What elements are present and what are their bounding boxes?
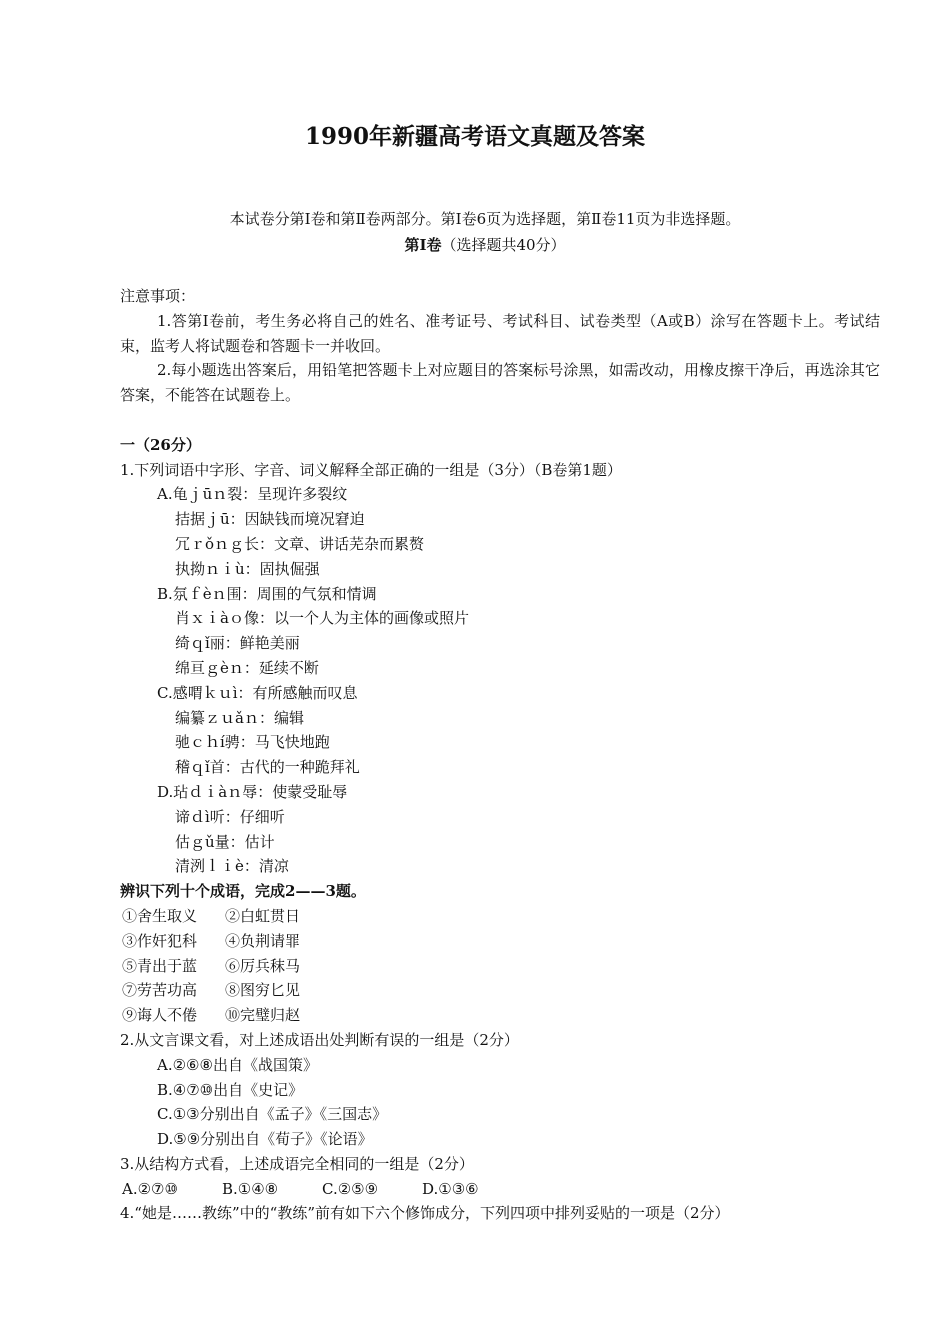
q3-option-a: A.②⑦⑩ — [122, 1179, 178, 1198]
q3-option-b: B.①④⑧ — [222, 1179, 279, 1198]
idiom-row — [120, 929, 880, 954]
q1-option-d-item: 谛ｄì听：仔细听 — [175, 807, 285, 826]
document-title: 1990年新疆高考语文真题及答案 — [304, 123, 645, 150]
idiom-row — [120, 978, 880, 1003]
intro-paragraph: 本试卷分第Ⅰ卷和第Ⅱ卷两部分。第Ⅰ卷6页为选择题，第Ⅱ卷11页为非选择题。 — [229, 210, 741, 228]
q1-option-d-item: 估ｇǔ量：估计 — [175, 832, 275, 851]
idiom: ③作奸犯科 — [122, 931, 198, 950]
idiom: ⑦劳苦功高 — [122, 981, 198, 1000]
q3-options — [120, 1177, 880, 1202]
idiom: ②白虹贯日 — [225, 906, 301, 925]
idiom: ⑤青出于蓝 — [122, 956, 198, 975]
idiom-row — [120, 1003, 880, 1028]
q1-option-c-item: 驰ｃｈí骋：马飞快地跑 — [175, 733, 330, 752]
q2-option-b: B.④⑦⑩出自《史记》 — [157, 1080, 304, 1099]
q2-stem: 2.从文言课文看，对上述成语出处判断有误的一组是（2分） — [120, 1030, 519, 1049]
q1-option-b-item: 肖ｘｉàｏ像：以一个人为主体的画像或照片 — [175, 609, 469, 628]
q1-option-a: A.龟ｊūｎ裂：呈现许多裂纹 — [157, 485, 348, 504]
document-body — [120, 284, 880, 1226]
q1-option-c-item: 稽ｑǐ首：古代的一种跪拜礼 — [175, 758, 360, 777]
q4-stem: 4.“她是……教练”中的“教练”前有如下六个修饰成分，下列四项中排列妥贴的一项是（2分） — [120, 1204, 730, 1223]
note-item-1: 1.答第Ⅰ卷前，考生务必将自己的姓名、准考证号、考试科目、试卷类型（A或B）涂写在答题卡上。考试结束，监考人将试题卷和答题卡一并收回。 — [120, 311, 880, 355]
idiom: ⑨诲人不倦 — [122, 1006, 198, 1025]
idiom: ⑩完璧归赵 — [225, 1006, 301, 1025]
notes-heading: 注意事项： — [120, 287, 196, 305]
q1-option-a-item: 冗ｒǒｎｇ长：文章、讲话芜杂而累赘 — [175, 534, 425, 553]
q3-stem: 3.从结构方式看，上述成语完全相同的一组是（2分） — [120, 1154, 474, 1173]
q1-option-b-item: 绵亘ｇèｎ：延续不断 — [175, 658, 319, 677]
idioms-instruction: 辨识下列十个成语，完成2——3题。 — [120, 882, 366, 901]
idiom-row — [120, 954, 880, 979]
q2-option-d: D.⑤⑨分别出自《荀子》《论语》 — [157, 1130, 373, 1149]
q3-option-c: C.②⑤⑨ — [322, 1179, 379, 1198]
q1-option-a-item: 执拗ｎｉù：固执倔强 — [175, 559, 320, 578]
part1-heading — [0, 234, 950, 255]
idiom-row — [120, 904, 880, 929]
q1-option-b-item: 绮ｑǐ丽：鲜艳美丽 — [175, 634, 300, 653]
note-item-2: 2.每小题选出答案后，用铅笔把答题卡上对应题目的答案标号涂黑，如需改动，用橡皮擦干净后，再选涂其它答案，不能答在试题卷上。 — [120, 361, 880, 405]
spacer — [120, 408, 880, 433]
section1-heading: 一（26分） — [120, 435, 201, 454]
q1-option-b: B.氛ｆèｎ围：周围的气氛和情调 — [157, 584, 377, 603]
q1-option-c-item: 编纂ｚｕǎｎ：编辑 — [175, 708, 304, 727]
idiom: ①舍生取义 — [122, 906, 198, 925]
idiom: ⑧图穷匕见 — [225, 981, 301, 1000]
q3-option-d: D.①③⑥ — [422, 1179, 479, 1198]
idiom: ④负荆请罪 — [225, 931, 301, 950]
part1-note: （选择题共40分） — [441, 236, 566, 254]
q2-option-c: C.①③分别出自《孟子》《三国志》 — [157, 1105, 388, 1124]
q1-option-a-item: 拮据ｊū：因缺钱而境况窘迫 — [175, 510, 365, 529]
q2-option-a: A.②⑥⑧出自《战国策》 — [157, 1055, 318, 1074]
q1-option-d: D.玷ｄｉàｎ辱：使蒙受耻辱 — [157, 782, 348, 801]
q1-stem: 1.下列词语中字形、字音、词义解释全部正确的一组是（3分）（B卷第1题） — [120, 460, 622, 479]
idiom: ⑥厉兵秣马 — [225, 956, 301, 975]
part1-label: 第Ⅰ卷 — [404, 236, 442, 254]
q1-option-c: C.感喟ｋｕì：有所感触而叹息 — [157, 683, 358, 702]
q1-option-d-item: 清洌ｌｉè：清凉 — [175, 857, 289, 876]
